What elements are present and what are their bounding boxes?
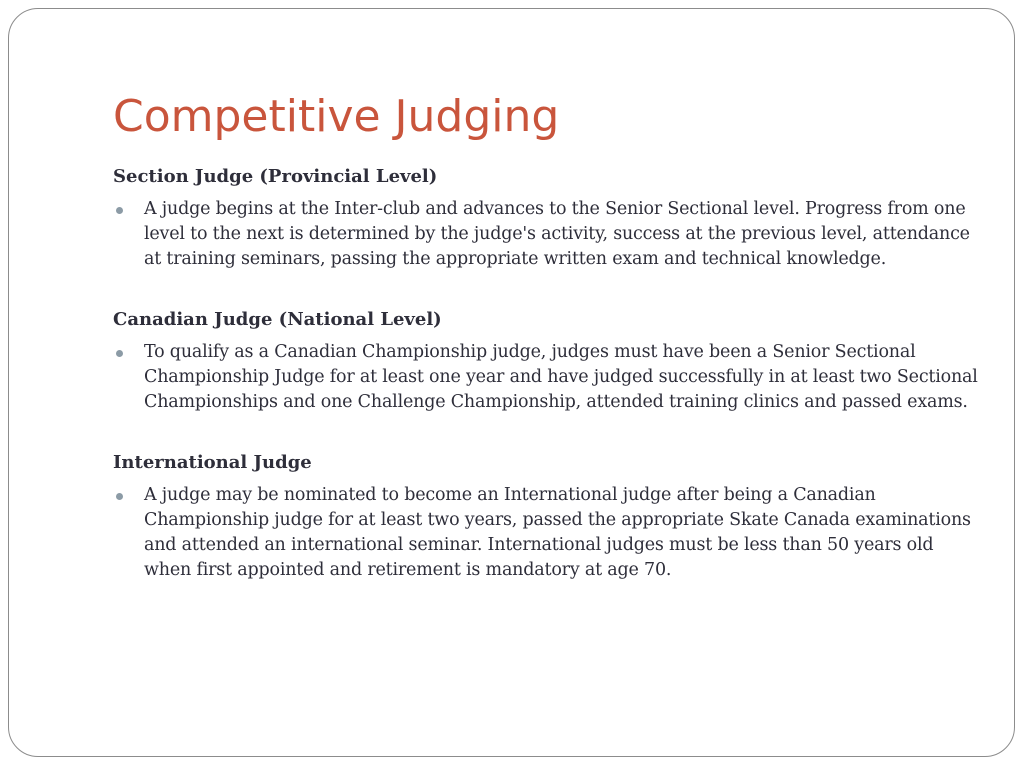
bullet-item xyxy=(113,340,983,415)
bullet-text: To qualify as a Canadian Championship judge, judges must have been a Senior Sectional Championship Judge for at least one year and have judged successfully in at least two Sectional Championships and one Challenge Championship, attended training clinics and passed exams. xyxy=(144,342,978,412)
slide-title: Competitive Judging xyxy=(113,91,560,142)
bullet-text: A judge begins at the Inter-club and advances to the Senior Sectional level. Progress from one level to the next is determined by the judge's activity, success at the previous level, attendance at training seminars, passing the appropriate written exam and technical knowledge. xyxy=(144,199,970,269)
section-provincial xyxy=(113,163,983,272)
section-heading: International Judge xyxy=(113,452,312,473)
section-national xyxy=(113,306,983,415)
bullet-text: A judge may be nominated to become an International judge after being a Canadian Championship judge for at least two years, passed the appropriate Skate Canada examinations and attended an international seminar. International judges must be less than 50 years old when first appointed and retirement is mandatory at age 70. xyxy=(144,485,971,580)
bullet-item xyxy=(113,483,983,583)
slide-content xyxy=(113,163,983,617)
bullet-icon xyxy=(116,350,123,357)
section-international xyxy=(113,449,983,583)
bullet-icon xyxy=(116,207,123,214)
section-heading: Section Judge (Provincial Level) xyxy=(113,166,438,187)
bullet-item xyxy=(113,197,983,272)
bullet-icon xyxy=(116,493,123,500)
section-heading: Canadian Judge (National Level) xyxy=(113,309,442,330)
